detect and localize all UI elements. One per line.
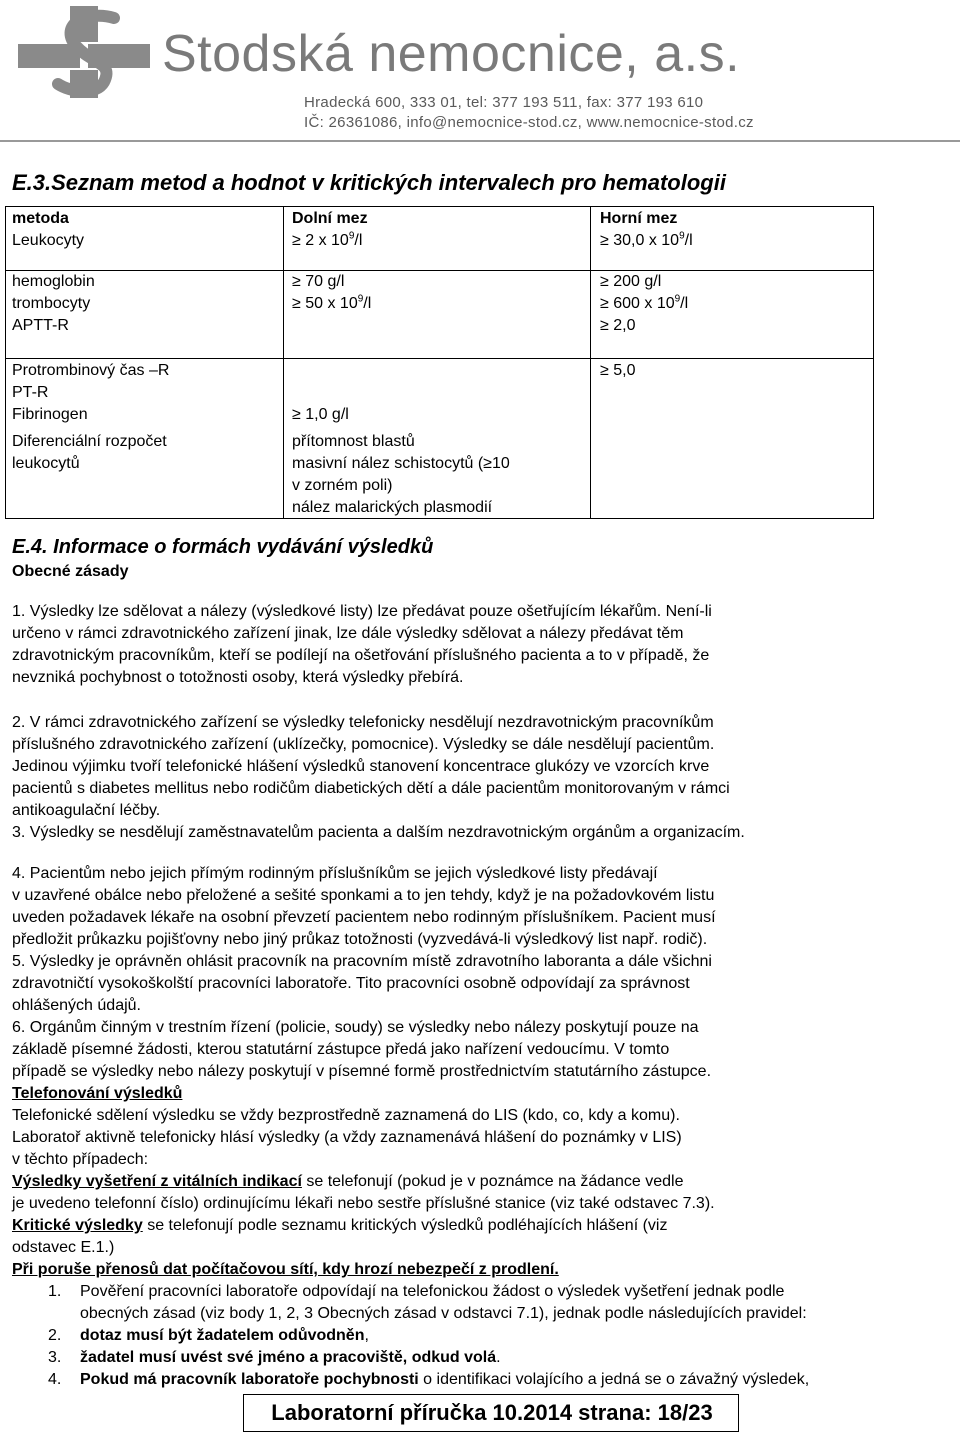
- table-cell-method: PT-R: [12, 384, 49, 401]
- table-header-upper: Horní mez: [600, 210, 678, 227]
- section-title-e3: E.3.Seznam metod a hodnot v kritických intervalech pro hematologii: [12, 170, 726, 195]
- phone-section: Telefonování výsledků Telefonické sdělení výsledku se vždy bezprostředně zaznamená do LIS (kdo, co, kdy a komu). Laboratoř aktivně telefonicky hlásí výsledky (a vždy zaznamenává hlášení do poznámky v LIS) v těchto případech: Výsledky vyšetření z vitálních indikací se telefonují (pokud je v poznámce na žádance vedle je uvedeno telefonní číslo) ordinujícímu lékaři nebo sestře příslušné stanice (viz také odstavec 7.3). Kritické výsledky se telefonují podle seznamu kritických výsledků podléhajících hlášení (viz odstavec E.1.) Při poruše přenosů dat počítačovou sítí, kdy hrozí nebezpečí z prodlení.: [12, 1083, 715, 1281]
- table-cell-method: Diferenciální rozpočet: [12, 433, 167, 450]
- org-contact: IČ: 26361086, info@nemocnice-stod.cz, www.nemocnice-stod.cz: [304, 114, 754, 131]
- table-cell-lower: ≥ 50 x $10^9/l$: [292, 293, 372, 312]
- section-subtitle: Obecné zásady: [12, 563, 129, 580]
- hospital-logo-icon: [18, 6, 150, 98]
- table-cell-lower: v zorném poli): [292, 477, 393, 494]
- table-cell-lower: přítomnost blastů: [292, 433, 415, 450]
- paragraph-4: 4. Pacientům nebo jejich přímým rodinným příslušníkům se jejich výsledkové listy předávají v uzavřené obálce nebo přeložené a sešité sponkami a to jen tehdy, když je na požadovkovém listu uveden požadavek lékaře na osobní převzetí pacientem nebo rodinným příslušníkem. Pacient musí předložit průkazku pojišťovny nebo jiný průkaz totožnosti (vyzvedává-li výsledkový list např. rodič). 5. Výsledky je oprávněn ohlásit pracovník na pracovním místě zdravotního laboranta a dále všichni zdravotničtí vysokoškolští pracovníci laboratoře. Tito pracovníci osobně odpovídají za správnost ohlášených údajů. 6. Orgánům činným v trestním řízení (policie, soudy) se výsledky nebo nálezy poskytují pouze na základě písemné žádosti, kterou statutární zástupce předá jako nařízení vedoucímu. V tomto případě se výsledky nebo nálezy poskytují v písemné formě prostřednictvím statutárního zástupce.: [12, 865, 716, 1080]
- list-item: 3. žadatel musí uvést své jméno a pracoviště, odkud volá.: [48, 1349, 501, 1366]
- table-cell-method: hemoglobin: [12, 273, 95, 290]
- footer-text: Laboratorní příručka 10.2014 strana: 18/23: [271, 1400, 713, 1425]
- table-cell-upper: ≥ 5,0: [600, 362, 636, 379]
- critical-values-table: [5, 206, 874, 519]
- paragraph-1: 1. Výsledky lze sdělovat a nálezy (výsledkové listy) lze předávat pouze ošetřujícím lékařům. Není-li určeno v rámci zdravotnického zařízení jinak, lze dále výsledky sdělovat a nálezy předávat těm zdravotnickým pracovníkům, kteří se podílejí na ošetřování příslušného pacienta a to v případě, že nevzniká pochybnost o totožnosti osoby, která výsledky přebírá.: [12, 603, 712, 686]
- table-cell-lower: nález malarických plasmodií: [292, 499, 493, 516]
- vital-label: Výsledky vyšetření z vitálních indikací: [12, 1173, 302, 1190]
- header-divider: [0, 140, 960, 142]
- section-title-e4: E.4. Informace o formách vydávání výsledků: [12, 536, 434, 558]
- table-cell-upper: ≥ 30,0 x $10^9/l$: [600, 230, 693, 249]
- table-cell-method: APTT-R: [12, 317, 69, 334]
- phone-heading: Telefonování výsledků: [12, 1085, 183, 1102]
- list-item: 1. Pověření pracovníci laboratoře odpovídají na telefonickou žádost o výsledek vyšetření jednak podle obecných zásad (viz body 1, 2, 3 Obecných zásad v odstavci 7.1), jednak podle následujících pravidel:: [48, 1283, 807, 1322]
- table-cell-lower: ≥ 1,0 g/l: [292, 406, 349, 423]
- table-cell-method: Fibrinogen: [12, 406, 88, 423]
- critical-label: Kritické výsledky: [12, 1217, 143, 1234]
- table-cell-lower: ≥ 2 x $10^9/l$: [292, 230, 363, 249]
- table-cell-lower: masivní nález schistocytů (≥10: [292, 455, 510, 472]
- table-cell-method: leukocytů: [12, 455, 80, 472]
- org-address: Hradecká 600, 333 01, tel: 377 193 511, fax: 377 193 610: [304, 94, 704, 111]
- list-item: 4. Pokud má pracovník laboratoře pochybnosti o identifikaci volajícího a jedná se o závažný výsledek,: [48, 1371, 810, 1388]
- table-cell-upper: ≥ 2,0: [600, 317, 636, 334]
- table-header-method: metoda: [12, 210, 69, 227]
- table-cell-upper: ≥ 600 x $10^9/l$: [600, 293, 689, 312]
- table-cell-upper: ≥ 200 g/l: [600, 273, 662, 290]
- paragraph-2: 2. V rámci zdravotnického zařízení se výsledky telefonicky nesdělují nezdravotnickým pracovníkům příslušného zdravotnického zařízení (uklízečky, pomocnice). Výsledky se dále nesdělují pacientům. Jedinou výjimku tvoří telefonické hlášení výsledků stanovení koncentrace glukózy ve vzorcích krve pacientů s diabetes mellitus nebo rodičům diabetických dětí a dále pacientům monitorovaným v rámci antikoagulační léčby. 3. Výsledky se nesdělují zaměstnavatelům pacienta a dalším nezdravotnickým orgánům a organizacím.: [12, 714, 745, 841]
- table-cell-method: Protrombinový čas –R: [12, 362, 170, 379]
- table-cell-lower: ≥ 70 g/l: [292, 273, 345, 290]
- failure-heading: Při poruše přenosů dat počítačovou sítí, kdy hrozí nebezpečí z prodlení.: [12, 1261, 559, 1278]
- list-item: 2. dotaz musí být žadatelem odůvodněn,: [48, 1327, 369, 1344]
- page-footer: [243, 1394, 739, 1432]
- org-name: Stodská nemocnice, a.s.: [162, 25, 741, 83]
- table-cell-method: Leukocyty: [12, 232, 85, 249]
- numbered-list: [48, 1281, 809, 1391]
- table-header-lower: Dolní mez: [292, 210, 368, 227]
- table-cell-method: trombocyty: [12, 295, 91, 312]
